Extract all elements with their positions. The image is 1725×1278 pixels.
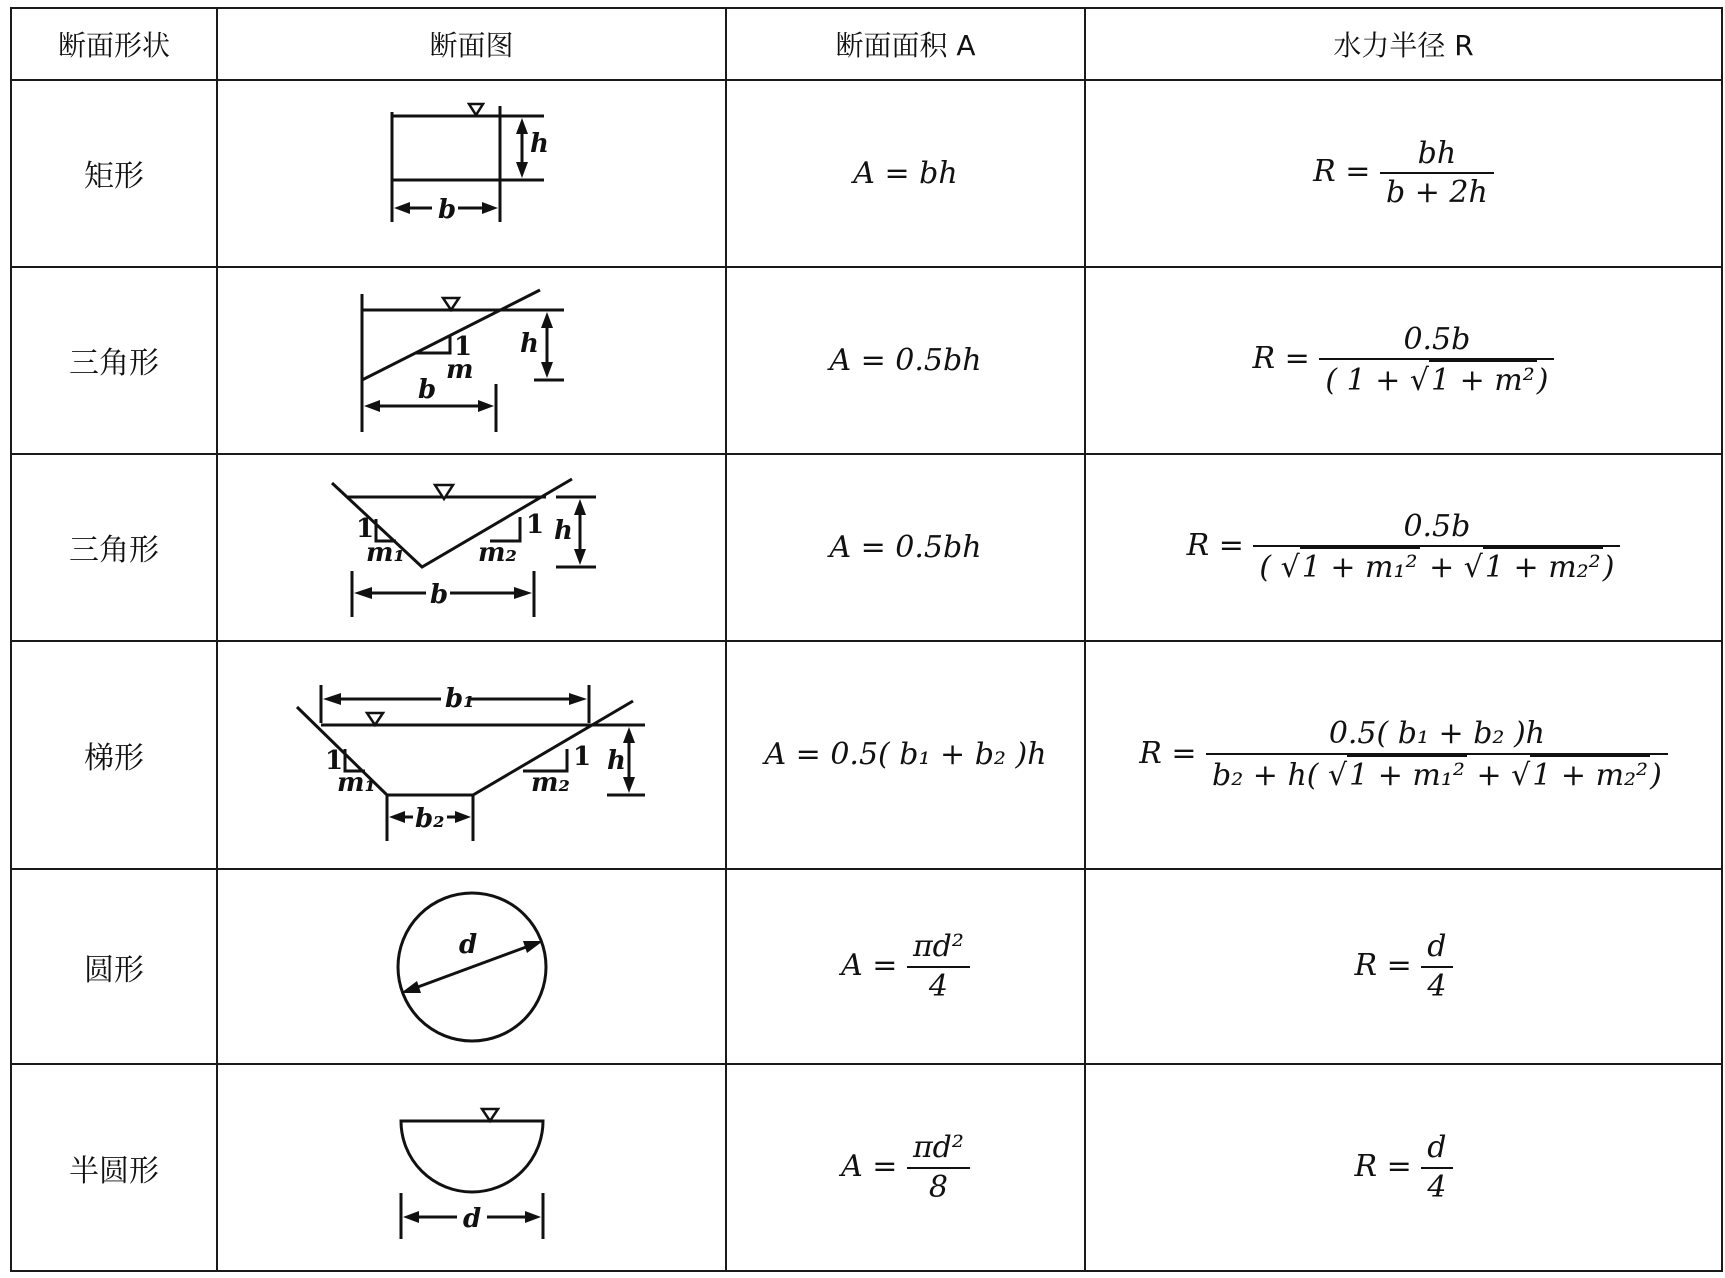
- label-h: h: [529, 129, 549, 160]
- radius-formula: R = $\frac{\text{0.5( b₁ + b₂ )h}}{\text{b₂ + h( √1 + m₁² + √1 + m₂²)}}$: [1085, 641, 1722, 869]
- section-figure: [217, 869, 726, 1065]
- cross-section-table: [10, 7, 1723, 1272]
- label-m1: m₁: [336, 767, 376, 798]
- shape-name: 三角形: [11, 267, 217, 454]
- shape-name: 矩形: [11, 80, 217, 267]
- label-one: 1: [453, 332, 472, 363]
- label-one-right: 1: [572, 741, 591, 772]
- header-figure: 断面图: [217, 8, 726, 80]
- header-row: [11, 8, 1722, 80]
- label-d: d: [458, 929, 477, 960]
- header-area: 断面面积 A: [726, 8, 1085, 80]
- shape-name: 圆形: [11, 869, 217, 1065]
- label-b1: b₁: [444, 683, 475, 714]
- label-m2: m₂: [530, 767, 570, 798]
- label-one-right: 1: [525, 510, 544, 541]
- label-b: b: [437, 195, 456, 226]
- section-figure: [217, 1064, 726, 1271]
- label-m: m: [445, 355, 474, 386]
- label-m2: m₂: [477, 538, 517, 569]
- label-d: d: [462, 1203, 481, 1234]
- trapezoid-section-diagram: [287, 665, 657, 845]
- table-row: [11, 869, 1722, 1065]
- label-m1: m₁: [365, 538, 405, 569]
- section-figure: [217, 454, 726, 641]
- semicircle-section-diagram: [387, 1093, 557, 1243]
- area-formula: A = $\frac{\text{πd²}}{8}$: [726, 1064, 1085, 1271]
- radius-formula: R = $\frac{0.5b}{\text{( √1 + m₁² + √1 + m₂²)}}$: [1085, 454, 1722, 641]
- area-formula: A = 0.5bh: [726, 454, 1085, 641]
- area-formula: A = 0.5bh: [726, 267, 1085, 454]
- right-triangle-section-diagram: [352, 280, 592, 440]
- label-b: b: [429, 580, 448, 611]
- label-b2: b₂: [414, 803, 445, 834]
- shape-name: 半圆形: [11, 1064, 217, 1271]
- table-row: [11, 454, 1722, 641]
- label-one-left: 1: [324, 745, 343, 776]
- area-formula: A = 0.5( b₁ + b₂ )h: [726, 641, 1085, 869]
- table-row: [11, 641, 1722, 869]
- table-row: [11, 1064, 1722, 1271]
- radius-formula: R = $\frac{0.5b}{\text{( 1 + √1 + m²)}}$: [1085, 267, 1722, 454]
- shape-name: 梯形: [11, 641, 217, 869]
- radius-formula: R = $\frac{bh}{b + 2h}$: [1085, 80, 1722, 267]
- label-h: h: [553, 516, 573, 547]
- table-row: [11, 80, 1722, 267]
- circle-section-diagram: [387, 887, 557, 1047]
- radius-formula: R = $\frac{d}{4}$: [1085, 1064, 1722, 1271]
- area-formula: A = bh: [726, 80, 1085, 267]
- label-b: b: [417, 375, 436, 406]
- label-h: h: [606, 745, 626, 776]
- shape-name: 三角形: [11, 454, 217, 641]
- header-shape: 断面形状: [11, 8, 217, 80]
- v-triangle-section-diagram: [322, 467, 622, 627]
- label-one-left: 1: [355, 514, 374, 545]
- header-radius: 水力半径 R: [1085, 8, 1722, 80]
- section-figure: [217, 80, 726, 267]
- section-figure: [217, 267, 726, 454]
- table-row: [11, 267, 1722, 454]
- section-figure: [217, 641, 726, 869]
- label-h: h: [519, 329, 539, 360]
- area-formula: A = $\frac{\text{πd²}}{4}$: [726, 869, 1085, 1065]
- radius-formula: R = $\frac{d}{4}$: [1085, 869, 1722, 1065]
- rectangle-section-diagram: [372, 98, 572, 248]
